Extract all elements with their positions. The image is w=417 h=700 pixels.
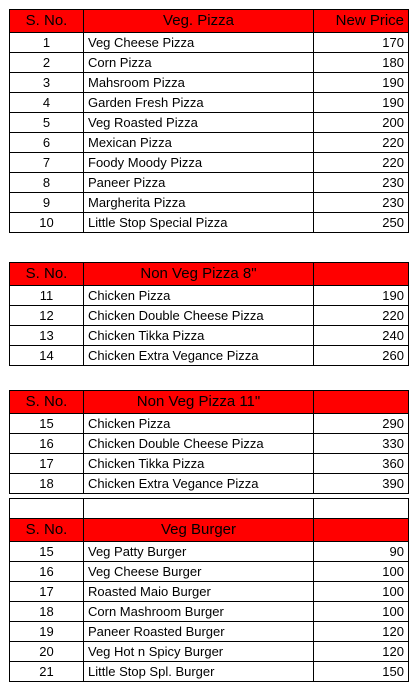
price-cell: 120 <box>314 642 409 662</box>
serial-number-cell: 19 <box>10 622 84 642</box>
menu-item-row <box>10 133 409 153</box>
serial-number-cell: 18 <box>10 602 84 622</box>
price-cell: 190 <box>314 286 409 306</box>
price-header <box>314 391 409 414</box>
serial-number-header: S. No. <box>10 391 84 414</box>
price-cell: 220 <box>314 133 409 153</box>
price-cell: 330 <box>314 434 409 454</box>
serial-number-cell: 15 <box>10 542 84 562</box>
serial-number-cell: 10 <box>10 213 84 233</box>
item-name-cell: Veg Patty Burger <box>84 542 314 562</box>
price-cell: 190 <box>314 73 409 93</box>
item-name-cell: Chicken Double Cheese Pizza <box>84 434 314 454</box>
item-name-cell: Chicken Extra Vegance Pizza <box>84 474 314 494</box>
price-cell: 360 <box>314 454 409 474</box>
menu-item-row <box>10 326 409 346</box>
item-name-cell: Mexican Pizza <box>84 133 314 153</box>
item-name-cell: Little Stop Special Pizza <box>84 213 314 233</box>
serial-number-cell: 13 <box>10 326 84 346</box>
serial-number-header: S. No. <box>10 263 84 286</box>
price-header <box>314 519 409 542</box>
menu-item-row <box>10 113 409 133</box>
menu-item-row <box>10 642 409 662</box>
menu-item-row <box>10 193 409 213</box>
serial-number-cell: 20 <box>10 642 84 662</box>
item-name-cell: Veg Cheese Burger <box>84 562 314 582</box>
serial-number-header: S. No. <box>10 10 84 33</box>
item-name-cell: Margherita Pizza <box>84 193 314 213</box>
price-cell: 150 <box>314 662 409 682</box>
item-name-cell: Chicken Double Cheese Pizza <box>84 306 314 326</box>
item-name-cell: Chicken Tikka Pizza <box>84 454 314 474</box>
price-cell: 190 <box>314 93 409 113</box>
section-title-header: Veg. Pizza <box>84 10 314 33</box>
serial-number-header: S. No. <box>10 519 84 542</box>
menu-item-row <box>10 173 409 193</box>
menu-item-row <box>10 73 409 93</box>
section-header-row <box>10 519 409 542</box>
menu-item-row <box>10 454 409 474</box>
price-cell: 100 <box>314 562 409 582</box>
price-cell: 180 <box>314 53 409 73</box>
serial-number-cell: 16 <box>10 434 84 454</box>
serial-number-cell: 8 <box>10 173 84 193</box>
menu-item-row <box>10 414 409 434</box>
serial-number-cell: 21 <box>10 662 84 682</box>
item-name-cell: Corn Mashroom Burger <box>84 602 314 622</box>
menu-item-row <box>10 153 409 173</box>
serial-number-cell: 14 <box>10 346 84 366</box>
price-cell: 220 <box>314 153 409 173</box>
item-name-cell: Chicken Tikka Pizza <box>84 326 314 346</box>
menu-item-row <box>10 53 409 73</box>
menu-item-row <box>10 622 409 642</box>
serial-number-cell: 7 <box>10 153 84 173</box>
menu-item-row <box>10 662 409 682</box>
menu-item-row <box>10 474 409 494</box>
serial-number-cell: 11 <box>10 286 84 306</box>
serial-number-cell: 5 <box>10 113 84 133</box>
item-name-cell: Little Stop Spl. Burger <box>84 662 314 682</box>
price-cell: 220 <box>314 306 409 326</box>
menu-section-table <box>9 262 409 366</box>
item-name-cell: Mahsroom Pizza <box>84 73 314 93</box>
price-cell: 100 <box>314 582 409 602</box>
menu-item-row <box>10 562 409 582</box>
menu-item-row <box>10 286 409 306</box>
blank-cell <box>84 499 314 519</box>
serial-number-cell: 17 <box>10 454 84 474</box>
menu-item-row <box>10 542 409 562</box>
serial-number-cell: 6 <box>10 133 84 153</box>
price-header: New Price <box>314 10 409 33</box>
serial-number-cell: 12 <box>10 306 84 326</box>
menu-item-row <box>10 213 409 233</box>
item-name-cell: Paneer Pizza <box>84 173 314 193</box>
serial-number-cell: 15 <box>10 414 84 434</box>
price-cell: 90 <box>314 542 409 562</box>
serial-number-cell: 17 <box>10 582 84 602</box>
serial-number-cell: 16 <box>10 562 84 582</box>
menu-item-row <box>10 306 409 326</box>
item-name-cell: Roasted Maio Burger <box>84 582 314 602</box>
price-cell: 290 <box>314 414 409 434</box>
serial-number-cell: 18 <box>10 474 84 494</box>
item-name-cell: Chicken Pizza <box>84 286 314 306</box>
price-cell: 230 <box>314 173 409 193</box>
section-title-header: Veg Burger <box>84 519 314 542</box>
price-cell: 250 <box>314 213 409 233</box>
blank-row <box>10 499 409 519</box>
price-cell: 120 <box>314 622 409 642</box>
price-cell: 260 <box>314 346 409 366</box>
serial-number-cell: 3 <box>10 73 84 93</box>
menu-item-row <box>10 93 409 113</box>
serial-number-cell: 9 <box>10 193 84 213</box>
menu-item-row <box>10 602 409 622</box>
item-name-cell: Veg Hot n Spicy Burger <box>84 642 314 662</box>
section-header-row <box>10 263 409 286</box>
menu-section-table <box>9 498 409 682</box>
price-cell: 200 <box>314 113 409 133</box>
price-header <box>314 263 409 286</box>
price-cell: 390 <box>314 474 409 494</box>
section-header-row <box>10 10 409 33</box>
price-cell: 100 <box>314 602 409 622</box>
price-cell: 230 <box>314 193 409 213</box>
item-name-cell: Paneer Roasted Burger <box>84 622 314 642</box>
menu-section-table <box>9 9 409 233</box>
menu-item-row <box>10 33 409 53</box>
item-name-cell: Garden Fresh Pizza <box>84 93 314 113</box>
section-title-header: Non Veg Pizza 11" <box>84 391 314 414</box>
item-name-cell: Chicken Extra Vegance Pizza <box>84 346 314 366</box>
price-cell: 240 <box>314 326 409 346</box>
item-name-cell: Corn Pizza <box>84 53 314 73</box>
item-name-cell: Foody Moody Pizza <box>84 153 314 173</box>
section-title-header: Non Veg Pizza 8" <box>84 263 314 286</box>
item-name-cell: Chicken Pizza <box>84 414 314 434</box>
serial-number-cell: 1 <box>10 33 84 53</box>
section-header-row <box>10 391 409 414</box>
menu-item-row <box>10 434 409 454</box>
blank-cell <box>10 499 84 519</box>
blank-cell <box>314 499 409 519</box>
menu-item-row <box>10 346 409 366</box>
price-cell: 170 <box>314 33 409 53</box>
item-name-cell: Veg Cheese Pizza <box>84 33 314 53</box>
serial-number-cell: 2 <box>10 53 84 73</box>
menu-item-row <box>10 582 409 602</box>
serial-number-cell: 4 <box>10 93 84 113</box>
item-name-cell: Veg Roasted Pizza <box>84 113 314 133</box>
menu-section-table <box>9 390 409 494</box>
